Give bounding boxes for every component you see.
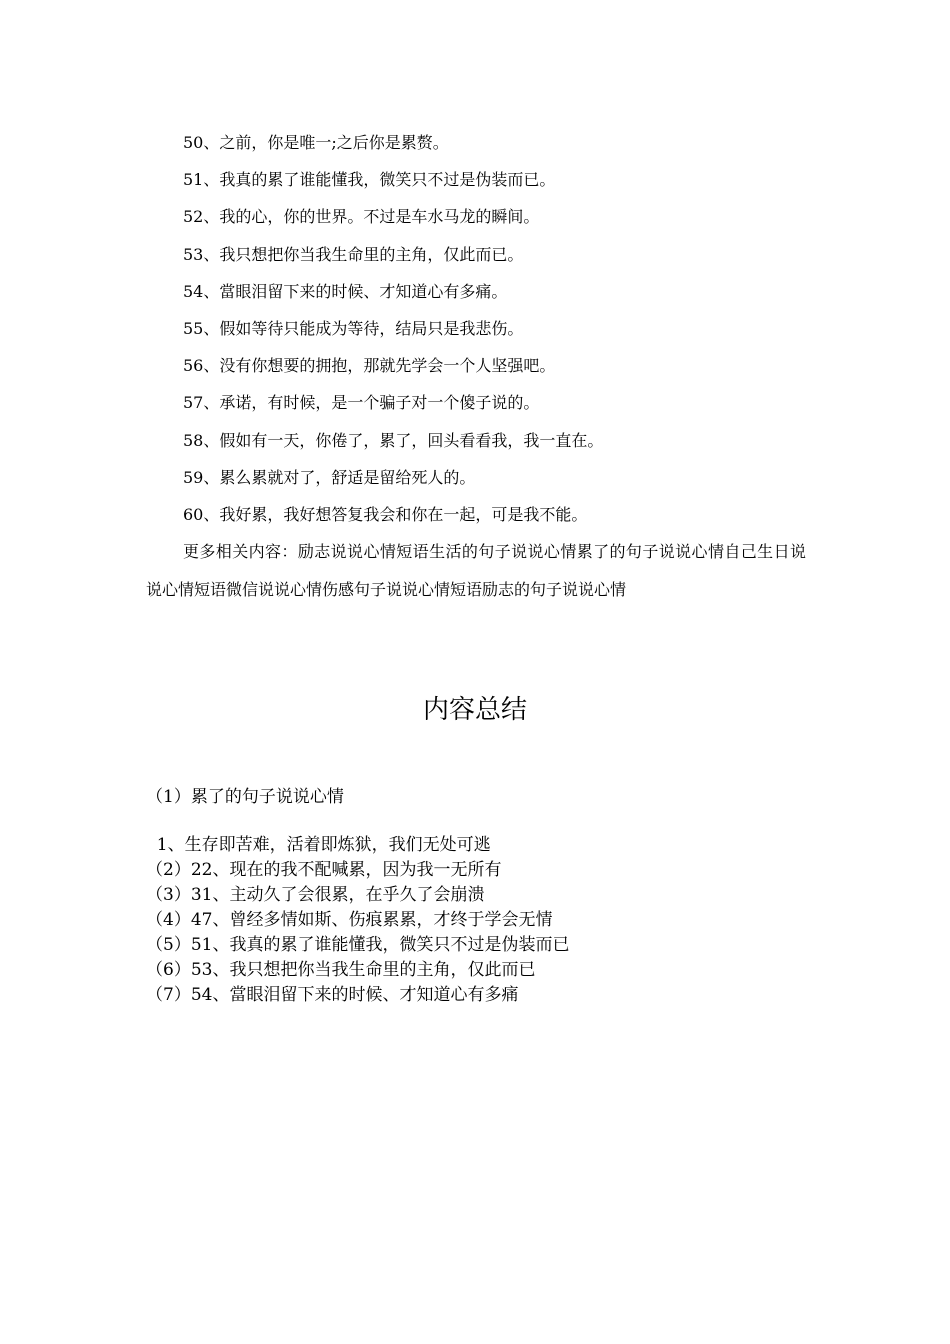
summary-title: 内容总结 — [422, 695, 527, 725]
summary-heading: （1）累了的句子说说心情 — [146, 787, 344, 807]
quote-line-52: 52、我的心，你的世界。不过是车水马龙的瞬间。 — [183, 207, 540, 227]
quote-line-58: 58、假如有一天，你倦了，累了，回头看看我，我一直在。 — [183, 430, 604, 450]
summary-item-2: （2）22、现在的我不配喊累，因为我一无所有 — [146, 860, 502, 880]
quote-line-56: 56、没有你想要的拥抱，那就先学会一个人坚强吧。 — [183, 356, 556, 376]
quote-line-59: 59、累么累就对了，舒适是留给死人的。 — [183, 467, 476, 487]
summary-item-4: （4）47、曾经多情如斯、伤痕累累，才终于学会无情 — [146, 910, 553, 930]
quote-line-53: 53、我只想把你当我生命里的主角，仅此而已。 — [183, 244, 524, 264]
quote-list — [146, 124, 806, 533]
summary-item-6: （6）53、我只想把你当我生命里的主角，仅此而已 — [146, 960, 536, 980]
quote-line-60: 60、我好累，我好想答复我会和你在一起，可是我不能。 — [183, 504, 588, 524]
quote-line-54: 54、當眼泪留下来的时候、才知道心有多痛。 — [183, 281, 508, 301]
summary-item-3: （3）31、主动久了会很累，在乎久了会崩溃 — [146, 885, 485, 905]
more-content-paragraph: 更多相关内容：励志说说心情短语生活的句子说说心情累了的句子说说心情自己生日说说心情短语微信说说心情伤感句子说说心情短语励志的句子说说心情 — [146, 542, 806, 599]
quote-line-50: 50、之前，你是唯一;之后你是累赘。 — [183, 133, 449, 152]
quote-line-57: 57、承诺，有时候，是一个骗子对一个傻子说的。 — [183, 393, 540, 413]
summary-item-7: （7）54、當眼泪留下来的时候、才知道心有多痛 — [146, 985, 519, 1005]
quote-line-55: 55、假如等待只能成为等待，结局只是我悲伤。 — [183, 318, 524, 338]
quote-line-51: 51、我真的累了谁能懂我，微笑只不过是伪装而已。 — [183, 170, 556, 190]
summary-list — [146, 833, 569, 1008]
summary-item-1: 1、生存即苦难，活着即炼狱，我们无处可逃 — [146, 835, 491, 855]
summary-item-5: （5）51、我真的累了谁能懂我，微笑只不过是伪装而已 — [146, 935, 570, 955]
